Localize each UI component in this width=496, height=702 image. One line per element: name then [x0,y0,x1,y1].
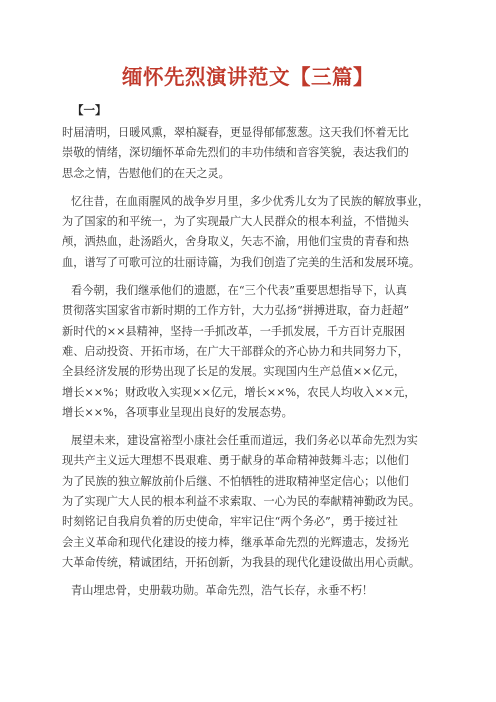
paragraph-line: 青山埋忠骨，史册载功勋。革命先烈，浩气长存，永垂不朽！ [71,584,374,598]
paragraph-line: 全县经济发展的形势出现了长足的发展。实现国内生产总值××亿元， [62,365,406,379]
paragraph-line: 忆往昔，在血雨腥风的战争岁月里，多少优秀儿女为了民族的解放事业， [71,194,430,208]
paragraph-line: 会主义革命和现代化建设的接力棒，继承革命先烈的光辉遗志，发扬光 [62,535,409,549]
paragraph-line: 新时代的××县精神，坚持一手抓改革，一手抓发展，千方百计克服困 [62,324,406,338]
paragraph-line: 为了实现广大人民的根本利益不求索取、一心为民的奉献精神勤政为民。 [62,495,421,509]
section-label: 【一】 [72,103,107,117]
paragraph-gap [62,423,440,431]
paragraph [62,581,440,601]
paragraph-line: 展望未来，建设富裕型小康社会任重而道远，我们务必以革命先烈为实 [71,434,418,448]
paragraph-gap [62,273,440,281]
paragraph-line: 难、启动投资、开拓市场，在广大干部群众的齐心协力和共同努力下， [62,344,409,358]
paragraph-line: 思念之情，告慰他们的在天之灵。 [62,166,230,180]
paragraph-gap [62,573,440,581]
paragraph-line: 颅，洒热血，赴汤蹈火，舍身取义，矢志不渝，用他们宝贵的青春和热 [62,235,409,249]
paragraph-line: 崇敬的情绪，深切缅怀革命先烈们的丰功伟绩和音容笑貌，表达我们的 [62,146,409,160]
paragraph-line: 看今朝，我们继承他们的遗愿，在“三个代表”重要思想指导下，认真 [71,284,407,298]
paragraph-line: 大革命传统，精诚团结，开拓创新，为我县的现代化建设做出用心贡献。 [62,555,421,569]
paragraph-line: 为了国家的和平统一，为了实现最广大人民群众的根本利益，不惜抛头 [62,215,409,229]
paragraph-line: 为了民族的独立解放前仆后继、不怕牺牲的进取精神坚定信心；以他们 [62,474,409,488]
paragraph [62,123,440,184]
document-body [62,123,440,602]
paragraph [62,281,440,423]
paragraph-line: 现共产主义远大理想不畏艰难、勇于献身的革命精神鼓舞斗志；以他们 [62,454,409,468]
paragraph-line: 增长××%；财政收入实现××亿元，增长××%，农民人均收入××元， [62,385,416,399]
paragraph-line: 时刻铭记自我肩负着的历史使命，牢牢记住“两个务必”，勇于接过社 [62,515,398,529]
paragraph-gap [62,184,440,192]
paragraph-line: 时届清明，日暖风熏，翠柏凝春，更显得郁郁葱葱。这天我们怀着无比 [62,126,409,139]
paragraph [62,431,440,573]
document-title: 缅怀先烈演讲范文【三篇】 [122,65,374,89]
paragraph-line: 贯彻落实国家省市新时期的工作方针，大力弘扬“拼搏进取，奋力赶超” [62,304,410,318]
paragraph [62,192,440,273]
paragraph-line: 增长××%，各项事业呈现出良好的发展态势。 [62,405,293,419]
paragraph-line: 血，谱写了可歌可泣的壮丽诗篇，为我们创造了完美的生活和发展环境。 [62,255,421,269]
